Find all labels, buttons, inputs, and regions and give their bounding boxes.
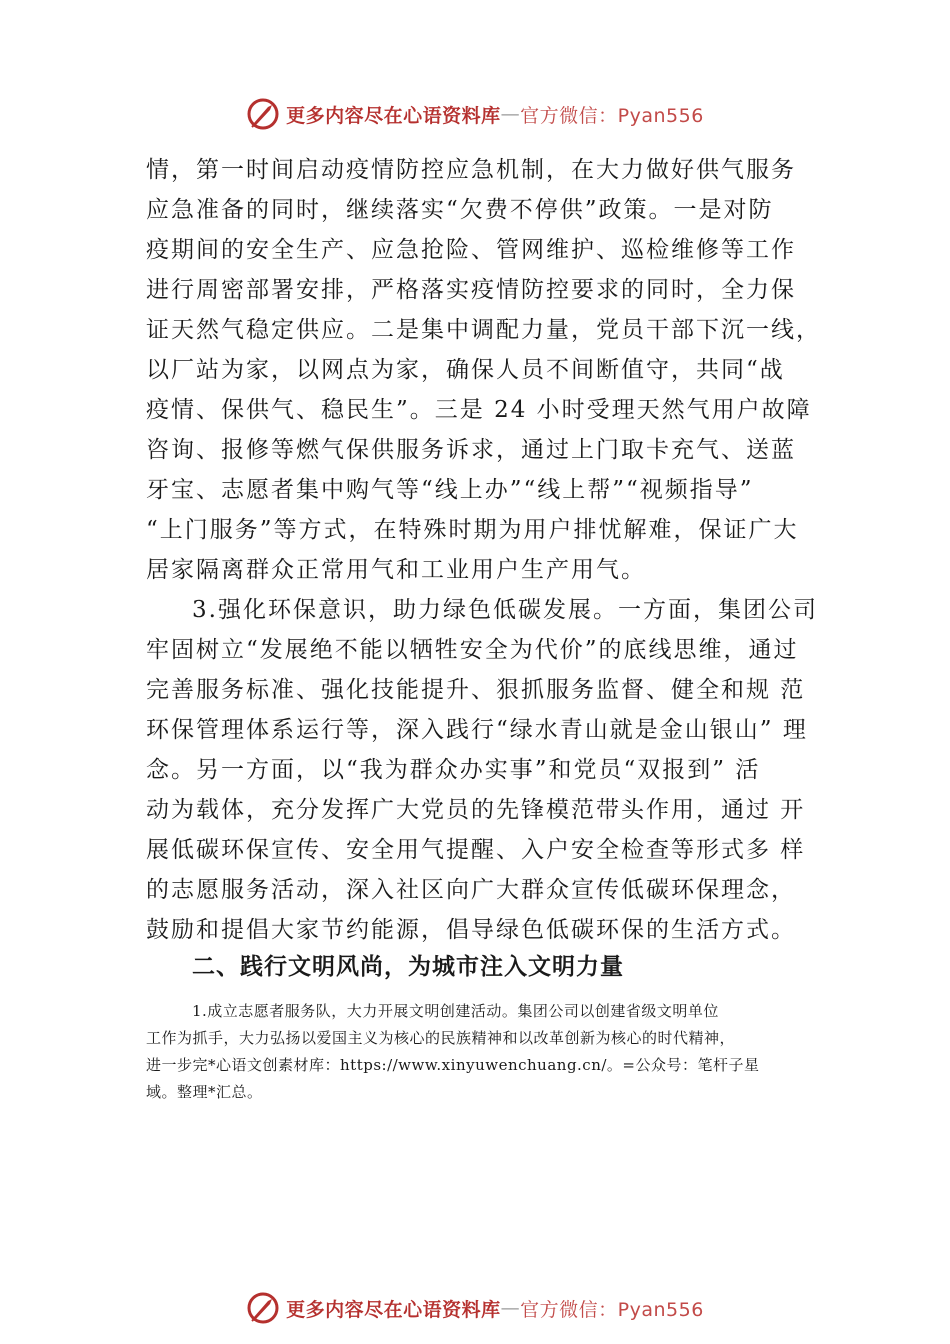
section-heading: 二、践行文明风尚，为城市注入文明力量 (192, 954, 624, 980)
paragraph-line: 应急准备的同时，继续落实“欠费不停供”政策。一是对防 (146, 197, 774, 223)
paragraph-line: 展低碳环保宣传、安全用气提醒、入户安全检查等形式多 样 (146, 837, 806, 863)
banner-dash: — (500, 1297, 521, 1319)
paragraph-line: 念。另一方面，以“我为群众办实事”和党员“双报到” 活 (146, 757, 761, 783)
paragraph-line: 牙宝、志愿者集中购气等“线上办”“线上帮”“视频指导” (146, 477, 754, 503)
banner-title: 更多内容尽在心语资料库 (286, 1298, 501, 1321)
small-paragraph-line: 1.成立志愿者服务队，大力开展文明创建活动。集团公司以创建省级文明单位 (192, 1002, 719, 1020)
small-paragraph-line: 进一步完*心语文创素材库：https://www.xinyuwenchuang.cn/。=公众号：笔杆子星 (146, 1056, 760, 1074)
paragraph-line: “上门服务”等方式，在特殊时期为用户排忧解难，保证广大 (146, 517, 799, 543)
paragraph-line: 3.强化环保意识，助力绿色低碳发展。一方面，集团公司 (192, 597, 818, 623)
paragraph-line: 疫期间的安全生产、应急抢险、管网维护、巡检维修等工作 (146, 237, 796, 263)
pen-logo-icon (246, 1291, 280, 1325)
paragraph-line: 环保管理体系运行等，深入践行“绿水青山就是金山银山” 理 (146, 717, 808, 743)
footer-banner (0, 1288, 950, 1328)
paragraph-line: 以厂站为家，以网点为家，确保人员不间断值守，共同“战 (146, 357, 785, 383)
paragraph-line: 动为载体，充分发挥广大党员的先锋模范带头作用，通过 开 (146, 797, 806, 823)
paragraph-line: 完善服务标准、强化技能提升、狠抓服务监督、健全和规 范 (146, 677, 806, 703)
paragraph-line: 疫情、保供气、稳民生”。三是 24 小时受理天然气用户故障 (146, 397, 812, 423)
paragraph-line: 的志愿服务活动，深入社区向广大群众宣传低碳环保理念， (146, 877, 796, 903)
paragraph-line: 鼓励和提倡大家节约能源，倡导绿色低碳环保的生活方式。 (146, 917, 796, 943)
paragraph-line: 进行周密部署安排，严格落实疫情防控要求的同时，全力保 (146, 277, 796, 303)
paragraph-line: 证天然气稳定供应。二是集中调配力量，党员干部下沉一线， (146, 317, 821, 343)
paragraph-line: 咨询、报修等燃气保供服务诉求，通过上门取卡充气、送蓝 (146, 437, 796, 463)
small-paragraph-line: 工作为抓手，大力弘扬以爱国主义为核心的民族精神和以改革创新为核心的时代精神， (146, 1029, 736, 1047)
paragraph-line: 情，第一时间启动疫情防控应急机制，在大力做好供气服务 (146, 157, 796, 183)
banner-contact: 官方微信：Pyan556 (520, 1298, 704, 1321)
pen-logo-icon (246, 97, 280, 131)
banner-dash: — (500, 103, 521, 125)
banner-title: 更多内容尽在心语资料库 (286, 104, 501, 127)
document-body (146, 150, 826, 950)
header-banner (0, 94, 950, 134)
small-paragraph (146, 998, 826, 1106)
banner-contact: 官方微信：Pyan556 (520, 104, 704, 127)
paragraph-line: 牢固树立“发展绝不能以牺牲安全为代价”的底线思维，通过 (146, 637, 799, 663)
paragraph-line: 居家隔离群众正常用气和工业用户生产用气。 (146, 557, 646, 583)
small-paragraph-line: 域。整理*汇总。 (146, 1083, 263, 1101)
